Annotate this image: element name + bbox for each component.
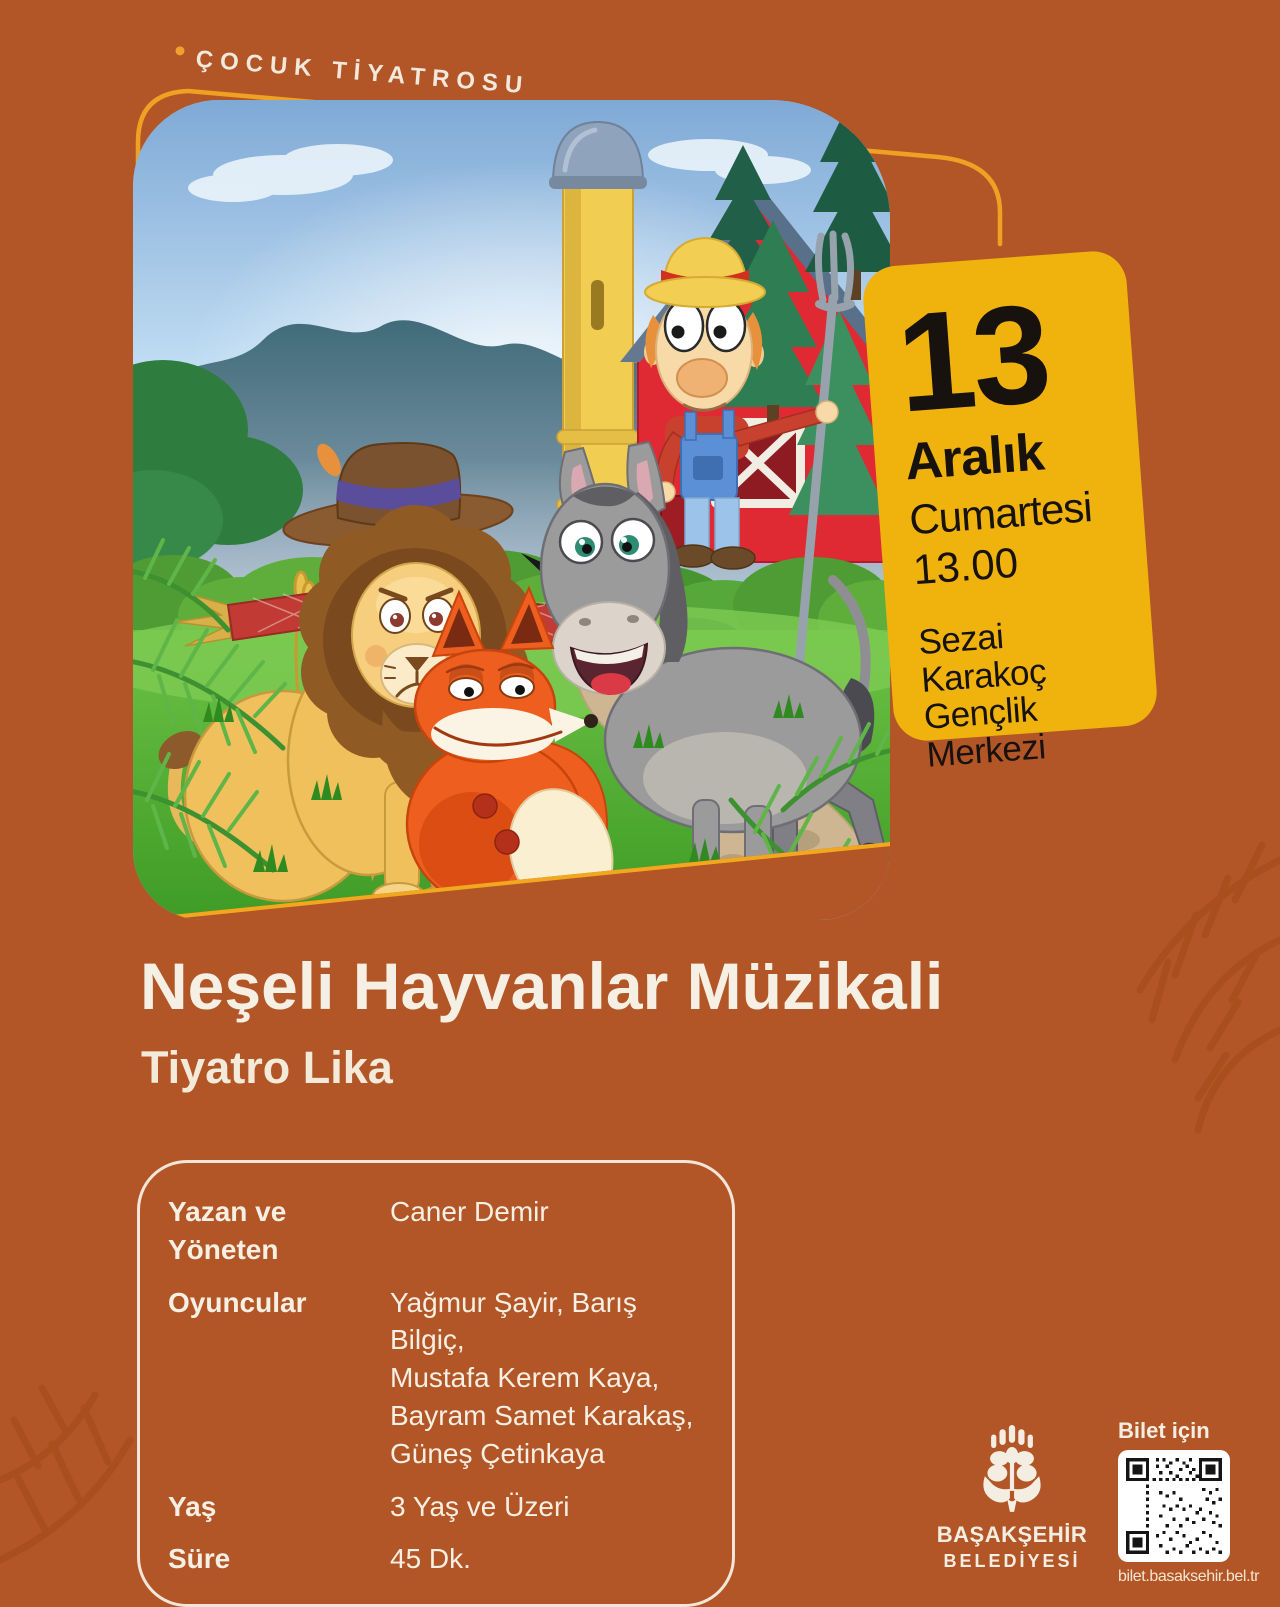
event-venue (917, 608, 1143, 775)
credit-value: 3 Yaş ve Üzeri (390, 1490, 570, 1522)
qr-pattern (1126, 1458, 1222, 1554)
venue-line: Gençlik (922, 690, 1039, 738)
credit-label: Yazan ve Yöneten (168, 1196, 287, 1265)
event-time: 13.00 (911, 538, 1020, 594)
poster-illustration (133, 100, 890, 920)
credit-label: Oyuncular (168, 1286, 307, 1318)
event-weekday: Cumartesi (907, 482, 1094, 544)
cast-line: Yağmur Şayir, Barış Bilgiç, (390, 1286, 637, 1356)
credit-row-writer (168, 1193, 706, 1269)
credit-row-duration (168, 1540, 706, 1578)
cast-line: Güneş Çetinkaya (390, 1437, 605, 1469)
theatre-company: Tiyatro Lika (141, 1042, 393, 1093)
ticket-url[interactable]: bilet.basaksehir.bel.tr (1118, 1568, 1260, 1585)
event-day: 13 (892, 274, 1054, 442)
municipality-name: BAŞAKŞEHİR (936, 1522, 1088, 1547)
venue-line: Merkezi (925, 727, 1047, 775)
credit-row-cast (168, 1284, 706, 1473)
ticket-block (1118, 1418, 1259, 1586)
credit-label: Yaş (168, 1490, 217, 1522)
wheat-hands-icon (978, 1424, 1046, 1516)
kicker-label: ÇOCUK TİYATROSU (194, 45, 531, 100)
date-venue-card (861, 249, 1159, 775)
credit-value: Caner Demir (390, 1196, 549, 1227)
venue-line: Sezai Karakoç (917, 616, 1048, 700)
event-month: Aralık (903, 423, 1046, 492)
credit-value: 45 Dk. (390, 1543, 471, 1575)
bullet-dot-icon (175, 46, 185, 56)
qr-code[interactable] (1118, 1450, 1230, 1562)
credit-label: Süre (168, 1543, 231, 1575)
show-title: Neşeli Hayvanlar Müzikali (140, 949, 944, 1023)
farm-scene (133, 100, 890, 920)
municipality-logo (932, 1424, 1092, 1572)
municipality-type: BELEDİYESİ (943, 1551, 1081, 1571)
cast-line: Bayram Samet Karakaş, (390, 1399, 694, 1431)
credits-box (137, 1160, 735, 1607)
cast-line: Mustafa Kerem Kaya, (390, 1362, 660, 1394)
credit-row-age (168, 1488, 706, 1526)
ticket-label: Bilet için (1118, 1418, 1210, 1443)
